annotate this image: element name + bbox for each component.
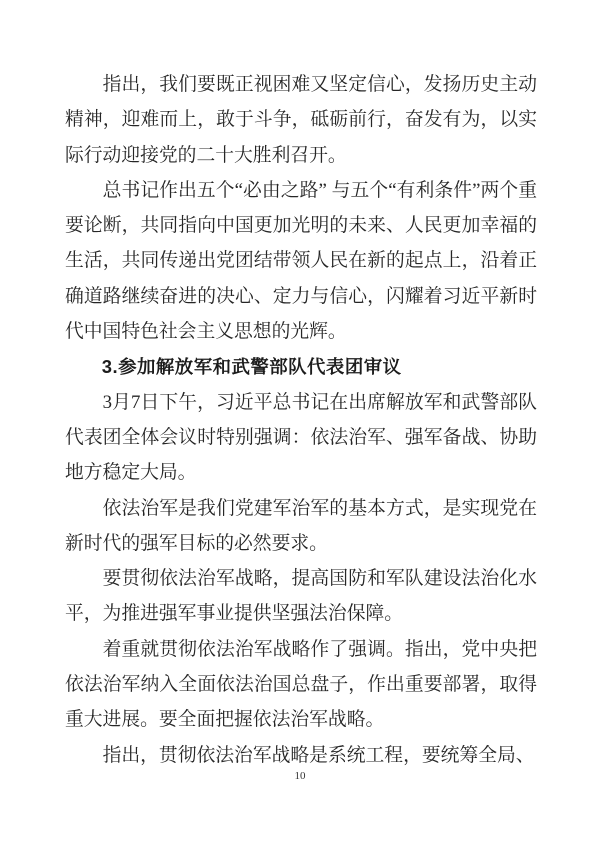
page-number: 10 — [294, 770, 306, 782]
paragraph-2: 总书记作出五个“必由之路” 与五个“有利条件”两个重要论断，共同指向中国更加光明的未来、人民更加幸福的生活，共同传递出党团结带领人民在新的起点上，沿着正确道路继续奋进的决心、定力与信心，闪耀着习近平新时代中国特色社会主义思想的光辉。 — [65, 179, 537, 343]
paragraph-7: 指出，贯彻依法治军战略是系统工程，要统筹全局、 — [102, 744, 535, 766]
paragraph-4: 依法治军是我们党建军治军的基本方式，是实现党在新时代的强军目标的必然要求。 — [65, 497, 537, 554]
paragraph-1: 指出，我们要既正视困难又坚定信心，发扬历史主动精神，迎难而上，敢于斗争，砥砺前行，奋发有为，以实际行动迎接党的二十大胜利召开。 — [65, 74, 537, 166]
paragraph-5: 要贯彻依法治军战略，提高国防和军队建设法治化水平，为推进强军事业提供坚强法治保障。 — [65, 568, 537, 625]
section-heading: 3.参加解放军和武警部队代表团审议 — [101, 356, 402, 378]
paragraph-3: 3月7日下午，习近平总书记在出席解放军和武警部队代表团全体会议时特别强调：依法治军、强军备战、协助地方稳定大局。 — [65, 391, 537, 484]
paragraph-6: 着重就贯彻依法治军战略作了强调。指出，党中央把依法治军纳入全面依法治国总盘子，作出重要部署，取得重大进展。要全面把握依法治军战略。 — [65, 638, 537, 731]
document-body — [65, 67, 537, 773]
